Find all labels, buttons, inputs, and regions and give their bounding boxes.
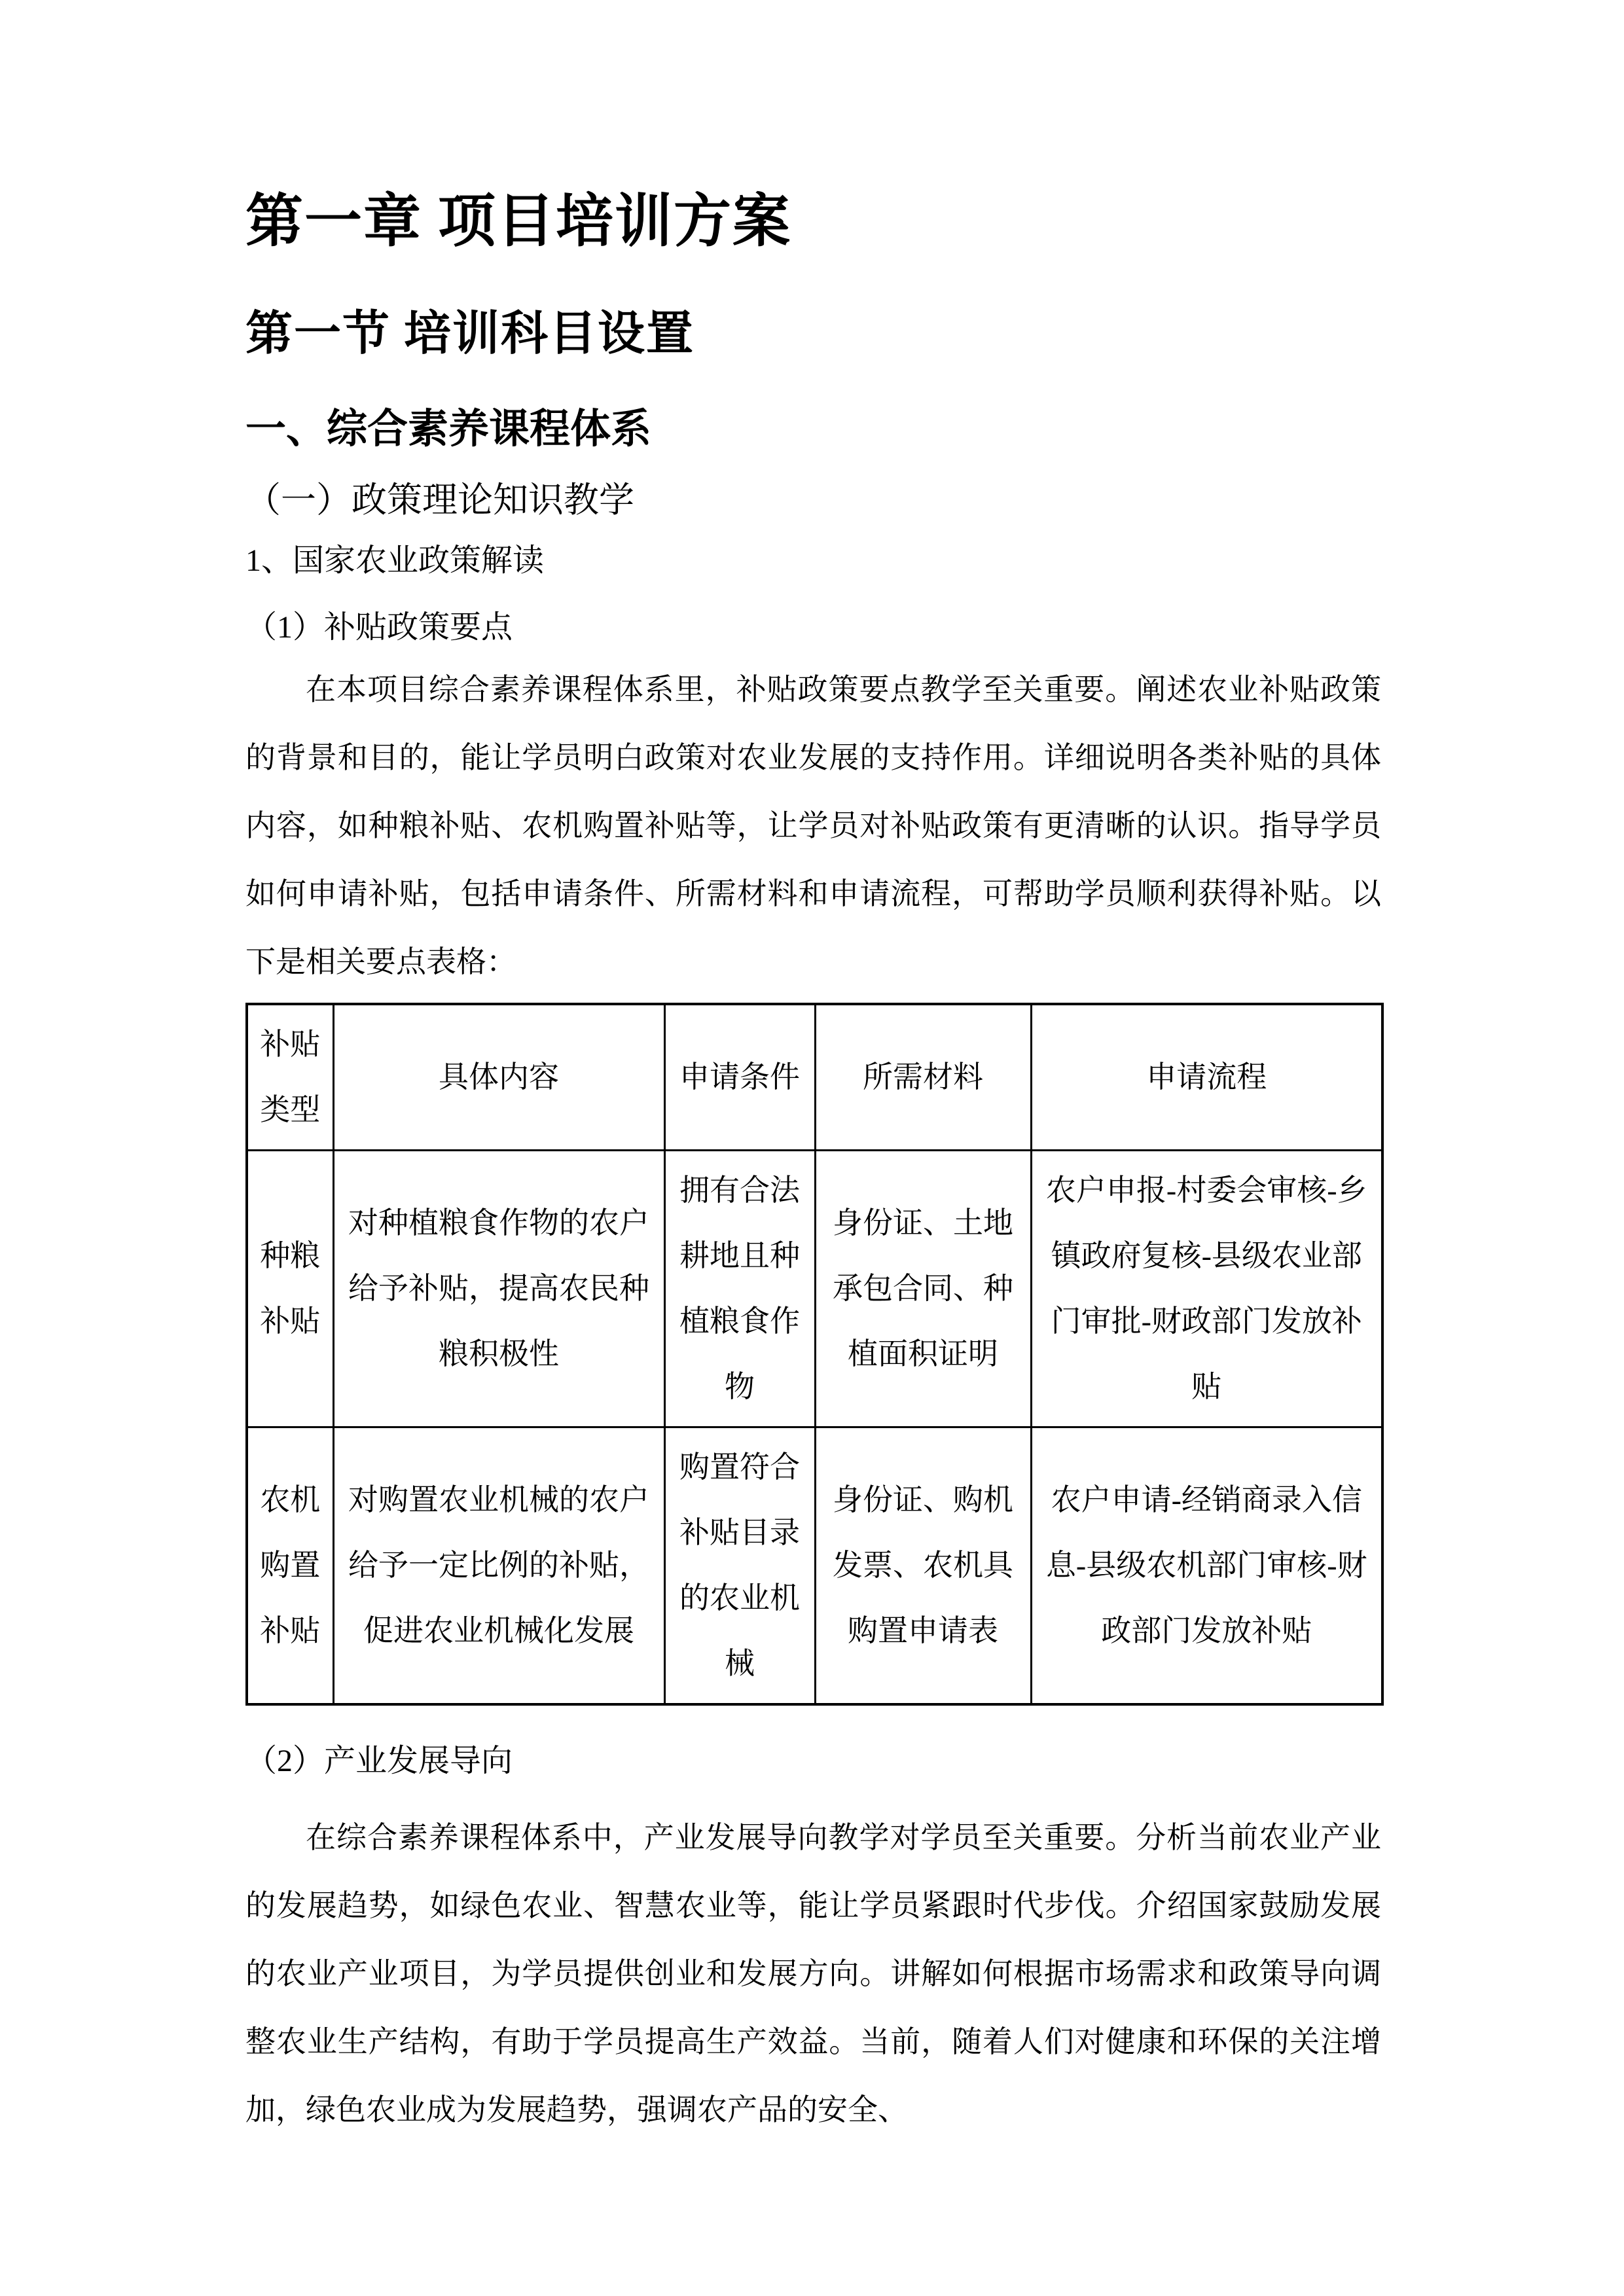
- cell-machinery-type: 农机购置补贴: [247, 1427, 333, 1705]
- heading-policy-interpretation: 1、国家农业政策解读: [245, 543, 545, 578]
- paragraph-industry-direction: 在综合素养课程体系中，产业发展导向教学对学员至关重要。分析当前农业产业的发展趋势，如绿色农业、智慧农业等，能让学员紧跟时代步伐。介绍国家鼓励发展的农业产业项目，为学员提供创业和发展方向。讲解如何根据市场需求和政策导向调整农业生产结构，有助于学员提高生产效益。当前，随着人们对健康和环保的关注增加，绿色农业成为发展趋势，强调农产品的安全、: [245, 1821, 1381, 2126]
- subsidy-table-body: [247, 1151, 1382, 1705]
- cell-machinery-materials: 身份证、购机发票、农机具购置申请表: [815, 1427, 1031, 1705]
- cell-grain-process: 农户申报-村委会审核-乡镇政府复核-县级农业部门审批-财政部门发放补贴: [1031, 1151, 1382, 1427]
- cell-grain-type: 种粮补贴: [247, 1151, 333, 1427]
- header-cell-subsidy-type: 补贴类型: [247, 1004, 333, 1151]
- cell-grain-content: 对种植粮食作物的农户给予补贴，提高农民种粮积极性: [333, 1151, 664, 1427]
- heading-course-system: 一、综合素养课程体系: [245, 407, 652, 452]
- cell-machinery-process: 农户申请-经销商录入信息-县级农机部门审核-财政部门发放补贴: [1031, 1427, 1382, 1705]
- heading-subsidy-points: （1）补贴政策要点: [245, 610, 513, 645]
- table-header-row: [247, 1004, 1382, 1151]
- cell-grain-conditions: 拥有合法耕地且种植粮食作物: [664, 1151, 815, 1427]
- heading-industry-direction: （2）产业发展导向: [245, 1744, 513, 1778]
- heading-policy-teaching: （一）政策理论知识教学: [245, 480, 634, 520]
- header-cell-conditions: 申请条件: [664, 1004, 815, 1151]
- header-cell-process: 申请流程: [1031, 1004, 1382, 1151]
- cell-machinery-content: 对购置农业机械的农户给予一定比例的补贴，促进农业机械化发展: [333, 1427, 664, 1705]
- cell-grain-materials: 身份证、土地承包合同、种植面积证明: [815, 1151, 1031, 1427]
- header-cell-materials: 所需材料: [815, 1004, 1031, 1151]
- cell-machinery-conditions: 购置符合补贴目录的农业机械: [664, 1427, 815, 1705]
- paragraph-subsidy-policy: 在本项目综合素养课程体系里，补贴政策要点教学至关重要。阐述农业补贴政策的背景和目的，能让学员明白政策对农业发展的支持作用。详细说明各类补贴的具体内容，如种粮补贴、农机购置补贴等，让学员对补贴政策有更清晰的认识。指导学员如何申请补贴，包括申请条件、所需材料和申请流程，可帮助学员顺利获得补贴。以下是相关要点表格：: [245, 673, 1381, 978]
- header-cell-content: 具体内容: [333, 1004, 664, 1151]
- subsidy-table-header: [247, 1004, 1382, 1151]
- section-title: 第一节 培训科目设置: [245, 308, 695, 360]
- subsidy-table: [245, 1003, 1384, 1706]
- table-row-grain-subsidy: [247, 1151, 1382, 1427]
- table-row-machinery-subsidy: [247, 1427, 1382, 1705]
- chapter-title: 第一章 项目培训方案: [245, 190, 792, 254]
